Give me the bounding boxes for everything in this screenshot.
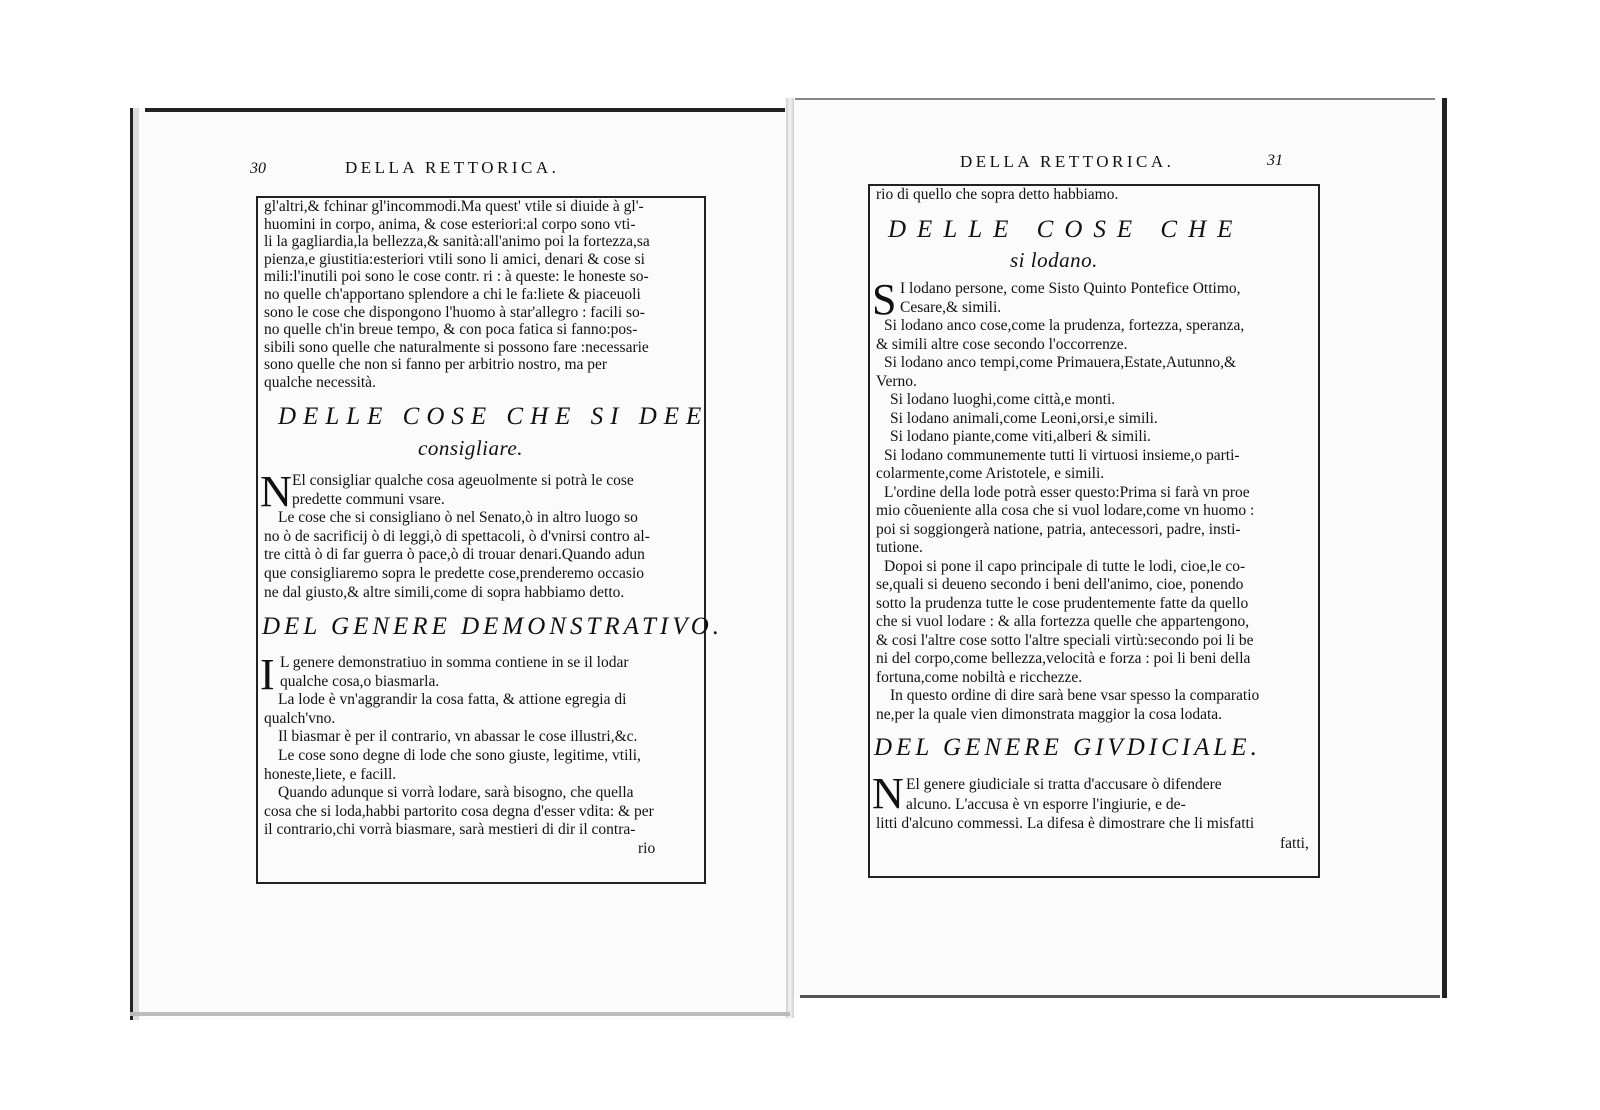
text-line: I lodano persone, come Sisto Quinto Pontefice Ottimo, [900, 280, 1241, 297]
left-text-block [256, 196, 724, 884]
left-dropcap-2: I [260, 650, 275, 699]
left-dropcap-1: N [260, 467, 292, 516]
text-line: Si lodano communemente tutti li virtuosi insieme,o parti- [884, 446, 1240, 464]
text-line: Verno. [876, 372, 917, 390]
text-line: L genere demonstratiuo in somma contiene in se il lodar [280, 654, 629, 671]
text-line: tutione. [876, 539, 923, 556]
text-line: Si lodano animali,come Leoni,orsi,e simili. [890, 409, 1158, 427]
text-line: litti d'alcuno commessi. La difesa è dimostrare che li misfatti [876, 815, 1255, 832]
text-line: ni del corpo,come bellezza,velocità e forza : poi li beni della [876, 650, 1251, 667]
text-line: Si lodano anco cose,come la prudenza, fortezza, speranza, [884, 317, 1245, 334]
text-line: sono le cose che dispongono l'huomo à star'allegro : facili so- [264, 303, 645, 321]
text-line: mio cõueniente alla cosa che si vuol lodare,come vn huomo : [876, 502, 1255, 519]
text-line: L'ordine della lode potrà esser questo:Prima si farà vn proe [884, 483, 1250, 501]
text-line: Le cose sono degne di lode che sono giuste, legitime, vtili, [278, 747, 641, 764]
right-heading-1: DELLE COSE CHE [888, 216, 1244, 243]
left-page-top-edge [145, 108, 785, 112]
text-line: & cosi l'altre cose sotto l'altre speciali virtù:secondo poi li be [876, 631, 1254, 649]
left-running-head: DELLA RETTORICA. [345, 158, 560, 177]
right-heading-2: DEL GENERE GIVDICIALE. [874, 734, 1261, 761]
left-heading-2: DEL GENERE DEMONSTRATIVO. [262, 613, 724, 640]
left-page-bottom-edge [130, 1012, 790, 1016]
text-line: fortuna,come nobiltà e ricchezze. [876, 668, 1083, 686]
text-line: che si vuol lodare : & alla fortezza quelle che appartengono, [876, 613, 1250, 630]
text-line: sibili sono quelle che naturalmente si possono fare :necessarie [264, 338, 649, 356]
text-line: ne dal giusto,& altre simili,come di sopra habbiamo detto. [264, 583, 625, 601]
text-line: alcuno. L'accusa è vn esporre l'ingiurie, e de- [906, 795, 1186, 813]
text-line: Si lodano piante,come viti,alberi & simili. [890, 428, 1151, 445]
text-line: rio [638, 840, 656, 857]
text-line: sono quelle che non si fanno per arbitrio nostro, ma per [264, 356, 608, 374]
text-line: pienza,e giustitia:esteriori vtili sono li amici, denari & cose si [264, 250, 645, 268]
text-line: qualche cosa,o biasmarla. [280, 672, 440, 690]
text-line: predette communi vsare. [292, 490, 445, 508]
text-line: mili:l'inutili poi sono le cose contr. ri : à queste: le honeste so- [264, 268, 649, 286]
text-line: honeste,liete, e facill. [264, 765, 397, 783]
text-line: ne,per la quale vien dimonstrata maggior la cosa lodata. [876, 705, 1223, 723]
text-line: fatti, [1280, 834, 1309, 852]
text-line: poi si soggiongerà natione, patria, antecessori, padre, insti- [876, 520, 1241, 538]
right-running-head: DELLA RETTORICA. [960, 152, 1175, 171]
text-line: cosa che si loda,habbi partorito cosa degna d'esser vdita: & per [264, 802, 654, 820]
text-line: La lode è vn'aggrandir la cosa fatta, & attione egregia di [278, 691, 627, 709]
right-dropcap-2: N [872, 769, 904, 818]
text-line: no quelle ch'apportano splendore a chi le fa:liete & piaceuoli [264, 286, 641, 303]
left-page-number: 30 [250, 160, 266, 177]
text-line: qualche necessità. [264, 374, 376, 391]
text-line: El genere giudiciale si tratta d'accusare ò difendere [906, 776, 1222, 793]
right-dropcap-1: S [872, 275, 897, 324]
right-page-top-edge [795, 98, 1435, 100]
left-heading-1: DELLE COSE CHE SI DEE [278, 403, 709, 430]
text-line: gl'altri,& fchinar gl'incommodi.Ma quest' vtile si diuide à gl'- [264, 198, 644, 215]
right-first-line: rio di quello che sopra detto habbiamo. [876, 186, 1119, 203]
text-line: colarmente,come Aristotele, e simili. [876, 465, 1105, 482]
text-line: In questo ordine di dire sarà bene vsar spesso la comparatio [890, 687, 1260, 704]
text-line: Cesare,& simili. [900, 298, 1002, 316]
text-line: Le cose che si consigliano ò nel Senato,ò in altro luogo so [278, 509, 638, 527]
text-line: se,quali si deueno secondo i beni dell'animo, cioe, ponendo [876, 576, 1244, 593]
text-line: qualch'vno. [264, 709, 336, 727]
left-heading-1-sub: consigliare. [418, 436, 523, 460]
text-line: & simili altre cose secondo l'occorrenze. [876, 335, 1128, 353]
text-line: li la gagliardia,la bellezza,& sanità:all'animo poi la fortezza,sa [264, 233, 650, 251]
text-line: Il biasmar è per il contrario, vn abassar le cose illustri,&c. [278, 728, 638, 746]
text-line: Dopoi si pone il capo principale di tutte le lodi, cioe,le co- [884, 557, 1246, 575]
text-line: Si lodano anco tempi,come Primauera,Estate,Autunno,& [884, 354, 1237, 371]
right-heading-1-sub: si lodano. [1010, 248, 1098, 272]
text-line: huomini in corpo, anima, & cose esteriori:al corpo sono vti- [264, 215, 636, 233]
text-line: tre città ò di far guerra ò pace,ò di trouar denari.Quando adun [264, 546, 645, 564]
book-gutter [786, 98, 794, 1018]
text-line: El consigliar qualche cosa ageuolmente si potrà le cose [292, 472, 634, 489]
right-text-block [868, 184, 1320, 878]
text-line: Si lodano luoghi,come città,e monti. [890, 391, 1116, 408]
text-line: no quelle ch'in breue tempo, & con poca fatica si fanno:pos- [264, 321, 638, 339]
text-line: Quando adunque si vorrà lodare, sarà bisogno, che quella [278, 784, 634, 802]
text-line: sotto la prudenza tutte le cose prudentemente fatte da quello [876, 594, 1249, 612]
text-line: que consigliaremo sopra le predette cose,prenderemo occasio [264, 565, 645, 582]
right-page-bottom-edge [800, 995, 1440, 998]
right-page-number: 31 [1267, 152, 1283, 169]
text-line: no ò de sacrificij ò di leggi,ò di spettacoli, ò d'vnirsi contro al- [264, 527, 650, 545]
text-line: il contrario,chi vorrà biasmare, sarà mestieri di dir il contra- [264, 821, 636, 839]
